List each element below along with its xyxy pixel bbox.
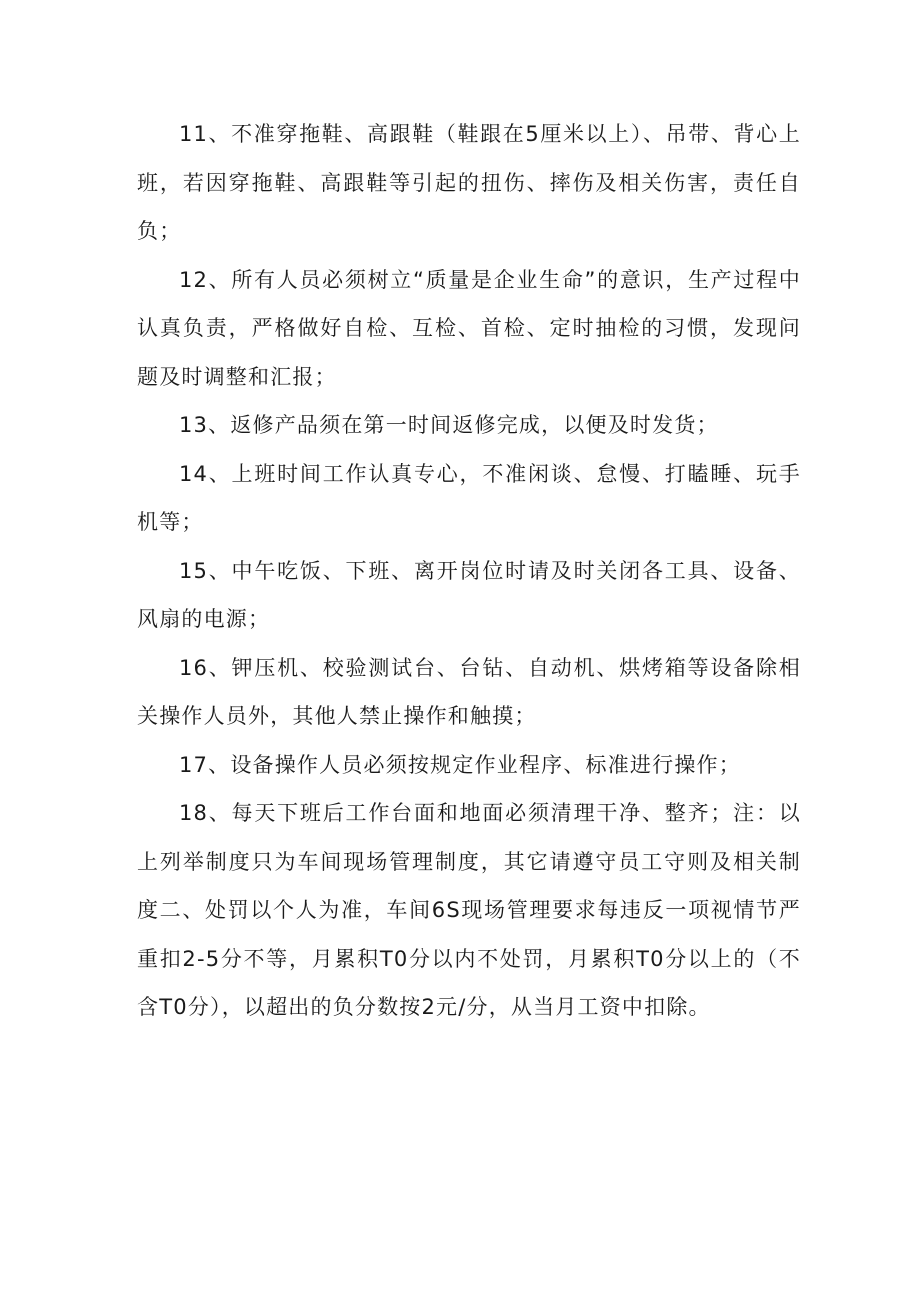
document-body xyxy=(137,110,801,1032)
rule-paragraph-15: 15、中午吃饭、下班、离开岗位时请及时关闭各工具、设备、风扇的电源； xyxy=(137,558,801,631)
rule-paragraph-18: 18、每天下班后工作台面和地面必须清理干净、整齐；注：以上列举制度只为车间现场管理制度，其它请遵守员工守则及相关制度二、处罚以个人为准，车间6S现场管理要求每违反一项视情节严重扣2-5分不等，月累积T0分以内不处罚，月累积T0分以上的（不含T0分），以超出的负分数按2元/分，从当月工资中扣除。 xyxy=(137,801,801,1019)
rule-paragraph-16: 16、钾压机、校验测试台、台钻、自动机、烘烤箱等设备除相关操作人员外，其他人禁止操作和触摸； xyxy=(137,655,801,728)
rule-paragraph-14: 14、上班时间工作认真专心，不准闲谈、怠慢、打瞌睡、玩手机等； xyxy=(137,461,801,534)
rule-paragraph-12: 12、所有人员必须树立“质量是企业生命”的意识，生产过程中认真负责，严格做好自检、互检、首检、定时抽检的习惯，发现问题及时调整和汇报； xyxy=(137,267,801,389)
rule-paragraph-17: 17、设备操作人员必须按规定作业程序、标准进行操作； xyxy=(179,752,741,777)
rule-paragraph-13: 13、返修产品须在第一时间返修完成，以便及时发货； xyxy=(179,413,719,437)
rule-paragraph-11: 11、不准穿拖鞋、高跟鞋（鞋跟在5厘米以上）、吊带、背心上班，若因穿拖鞋、高跟鞋等引起的扭伤、摔伤及相关伤害，责任自负； xyxy=(137,122,801,243)
